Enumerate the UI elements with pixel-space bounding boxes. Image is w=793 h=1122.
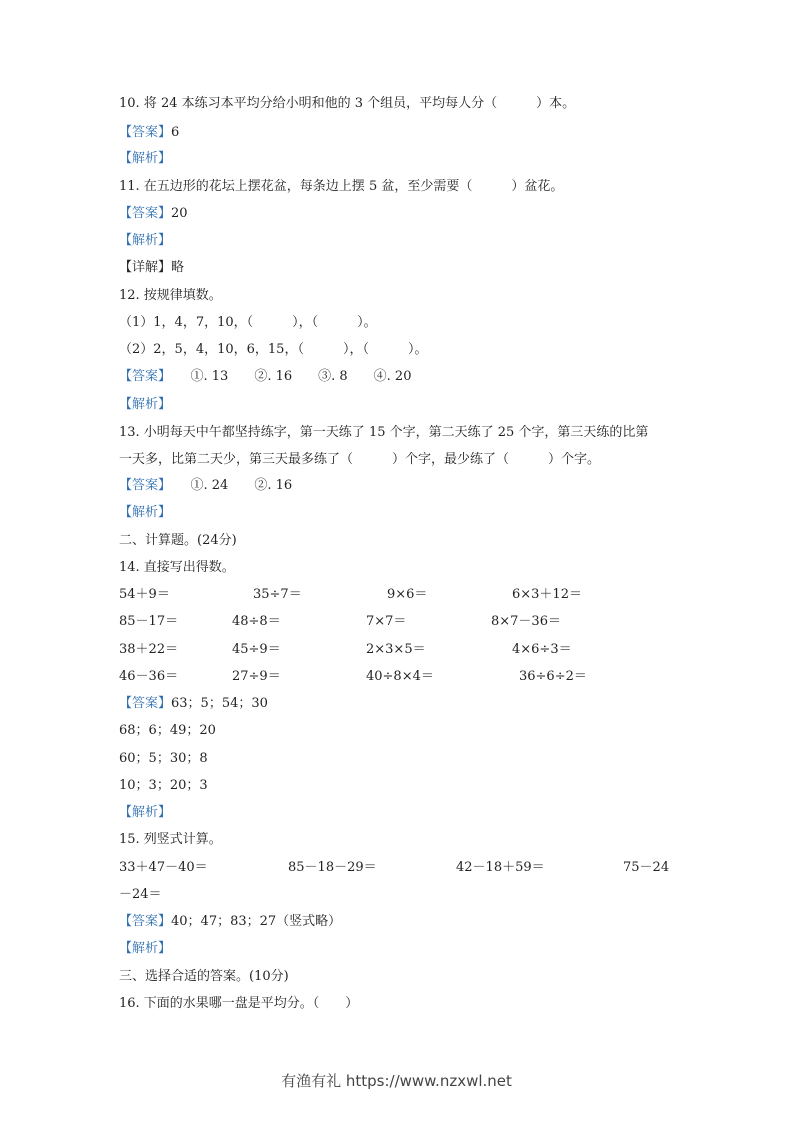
detail-value: 略	[171, 260, 185, 275]
calc-cell: 2×3×5＝	[366, 642, 426, 657]
footer-watermark: 有渔有礼 https://www.nzxwl.net	[281, 1072, 512, 1090]
answer-value: 20	[171, 206, 188, 221]
question-11: 11. 在五边形的花坛上摆花盆，每条边上摆 5 盆，至少需要（ ）盆花。	[119, 179, 564, 194]
analysis-13: 【解析】	[119, 505, 172, 520]
answer-value: ①. 24 ②. 16	[164, 478, 293, 493]
question-13-line2: 一天多，比第二天少，第三天最多练了（ ）个字，最少练了（ ）个字。	[119, 452, 601, 467]
calc-cell: 38＋22＝	[119, 642, 179, 657]
calc-cell: 45÷9＝	[232, 642, 281, 657]
analysis-10: 【解析】	[119, 151, 172, 166]
calc-cell: 27÷9＝	[232, 669, 281, 684]
detail-tag: 【详解】	[119, 260, 172, 275]
answer-13	[119, 477, 292, 495]
calc-cell: 54＋9＝	[119, 587, 170, 602]
answer-15	[119, 913, 341, 931]
answer-14-row4: 10；3；20；3	[119, 778, 208, 793]
question-10: 10. 将 24 本练习本平均分给小明和他的 3 个组员，平均每人分（ ）本。	[119, 96, 576, 111]
question-12: 12. 按规律填数。	[119, 288, 222, 303]
answer-tag: 【答案】	[119, 125, 172, 140]
question-16: 16. 下面的水果哪一盘是平均分。（ ）	[119, 996, 359, 1011]
detail-11	[119, 259, 184, 277]
analysis-14: 【解析】	[119, 805, 172, 820]
analysis-15: 【解析】	[119, 941, 172, 956]
answer-value: 6	[171, 125, 180, 140]
calc-cell: 7×7＝	[366, 614, 407, 629]
answer-value: 63；5；54；30	[171, 696, 268, 711]
answer-12	[119, 368, 411, 386]
calc-cell: 48÷8＝	[232, 614, 281, 629]
answer-value: ①. 13 ②. 16 ③. 8 ④. 20	[164, 369, 412, 384]
question-12-sub2: （2）2，5，4，10，6，15，（ ），（ ）。	[119, 342, 428, 357]
question-15: 15. 列竖式计算。	[119, 832, 222, 847]
question-12-sub1: （1）1，4，7，10，（ ），（ ）。	[119, 315, 377, 330]
calc-cell: 6×3＋12＝	[512, 587, 582, 602]
answer-10	[119, 124, 179, 142]
calc-item: 85－18－29＝	[288, 860, 377, 875]
analysis-11: 【解析】	[119, 233, 172, 248]
calc-cell: 36÷6÷2＝	[519, 669, 587, 684]
section-2-heading: 二、计算题。(24分)	[119, 533, 237, 548]
calc-item: 33＋47－40＝	[119, 860, 208, 875]
answer-14-row2: 68；6；49；20	[119, 723, 216, 738]
calc-cell: 46－36＝	[119, 669, 179, 684]
answer-tag: 【答案】	[119, 478, 165, 493]
question-13-line1: 13. 小明每天中午都坚持练字，第一天练了 15 个字，第二天练了 25 个字，第三天练的比第	[119, 425, 649, 440]
answer-tag: 【答案】	[119, 369, 165, 384]
section-3-heading: 三、选择合适的答案。(10分)	[119, 969, 289, 984]
answer-14	[119, 695, 268, 713]
calc-cell: 35÷7＝	[253, 587, 302, 602]
question-14: 14. 直接写出得数。	[119, 560, 235, 575]
answer-value: 40；47；83；27（竖式略）	[171, 914, 342, 929]
answer-tag: 【答案】	[119, 914, 172, 929]
answer-tag: 【答案】	[119, 206, 172, 221]
calc-cell: 8×7－36＝	[491, 614, 561, 629]
calc-cell: 85－17＝	[119, 614, 179, 629]
calc-cell: 40÷8×4＝	[366, 669, 434, 684]
calc-item-continued: －24＝	[119, 887, 162, 902]
answer-14-row3: 60；5；30；8	[119, 751, 208, 766]
calc-item: 42－18＋59＝	[456, 860, 545, 875]
answer-11	[119, 205, 188, 223]
analysis-12: 【解析】	[119, 397, 172, 412]
answer-tag: 【答案】	[119, 696, 172, 711]
calc-cell: 4×6÷3＝	[512, 642, 572, 657]
calc-item: 75－24	[623, 860, 670, 875]
calc-cell: 9×6＝	[387, 587, 428, 602]
